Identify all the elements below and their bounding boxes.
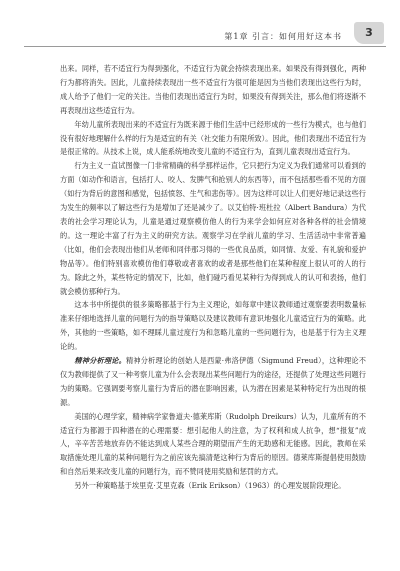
paragraph: 行为主义一直试图像一门非常精确的科学那样运作，它只把行为定义为我们通常可以看到的方面（如动作和语言，包括打人、咬人、发脾气和抢别人的东西等），而不包括那些看不见的方面（如行为背后的意图和感觉，包括愤怒、生气和悲伤等）。因为这样可以让人们更好地记录这些行为发生的频率以了解这些行为是增加了还是减少了。以艾伯特·班杜拉（Albert Bandura）为代表的社会学习理论认为，儿童是通过观察模仿他人的行为来学会如何应对各种各样的社会情境的。这一理论丰富了行为主义的研究方法。观察学习在学前儿童的学习、生活活动中非常普遍（比如，他们会表现出他们从老师和同伴那习得的一些优良品质，如同情、友爱、有礼貌和爱护物品等）。他们特别喜欢模仿他们尊敬或者喜欢的或者是那些他们在某种程度上很认可的人的行为。除此之外，某些特定的情况下，比如，他们碰巧看见某种行为得到成人的认可和表扬，他们就会模仿那种行为。 [60,161,366,296]
paragraph [60,354,366,410]
chapter-label: 第1章 引言：如何用好这本书 [224,32,342,41]
paragraph: 出来。同样，若不适宜行为得到强化，不适宜行为就会持续表现出来。如果没有得到强化，两种行为都将消失。因此，儿童持续表现出一些不适宜行为很可能是因为当他们表现出这些行为时，成人给予了他们一定的关注。当他们表现出适宜行为时，如果没有得到关注，那么他们将逐渐不再表现出这些适宜行为。 [60,64,366,115]
paragraph-text: 精神分析理论的创始人是西蒙·弗洛伊德（Sigmund Freud），这种理论不仅为教师提供了又一种考察儿童为什么会表现出某些问题行为的途径，还提供了处理这些问题行为的策略。它强调要考察儿童行为背后的潜在影响因素，认为潜在因素是某种特定行为出现的根源。 [60,356,366,407]
paragraph: 这本书中所提供的很多策略都基于行为主义理论，如每章中建议教师通过观察要表明数量标准来仔细地选择儿童的问题行为的指导策略以及建议教师有意识地强化儿童适宜行为的策略。此外，其他的一些策略，如不理睬儿童过度行为和忽略儿童的一些问题行为，也是基于行为主义理论的。 [60,300,366,352]
section-lead: 精神分析理论。 [74,356,126,366]
page-number-badge: 3 [354,22,384,44]
running-header [24,22,386,47]
paragraph: 美国的心理学家，精神病学家鲁道夫·德莱库斯（Rudolph Dreikurs）认为，儿童所有的不适宜行为都源于四种潜在的心理需要：想引起他人的注意，为了权利和成人抗争，想“报复”成人，辛辛苦苦地放弃仍不能达到成人某些合理的期望而产生的无助感和无能感。因此，教师在采取措施处理儿童的某种问题行为之前应该先搞清楚这种行为背后的原因。德莱库斯提倡使用鼓励和自然后果来改变儿童的问题行为，而不赞同使用奖励和惩罚的方式。 [60,411,366,477]
body-text [60,62,366,493]
paragraph: 另外一种策略基于埃里克·艾里克森（Erik Erikson）（1963）的心理发展阶段理论。 [74,481,346,491]
paragraph: 年幼儿童所表现出来的不适宜行为既来源于他们生活中已经形成的一些行为模式，也与他们没有很好地理解什么样的行为是适宜的有关（社交能力有限所致）。因此，他们表现出不适宜行为是很正常的。从技术上说，成人能系统地改变儿童的不适宜行为，直到儿童表现出适宜行为。 [60,119,366,157]
